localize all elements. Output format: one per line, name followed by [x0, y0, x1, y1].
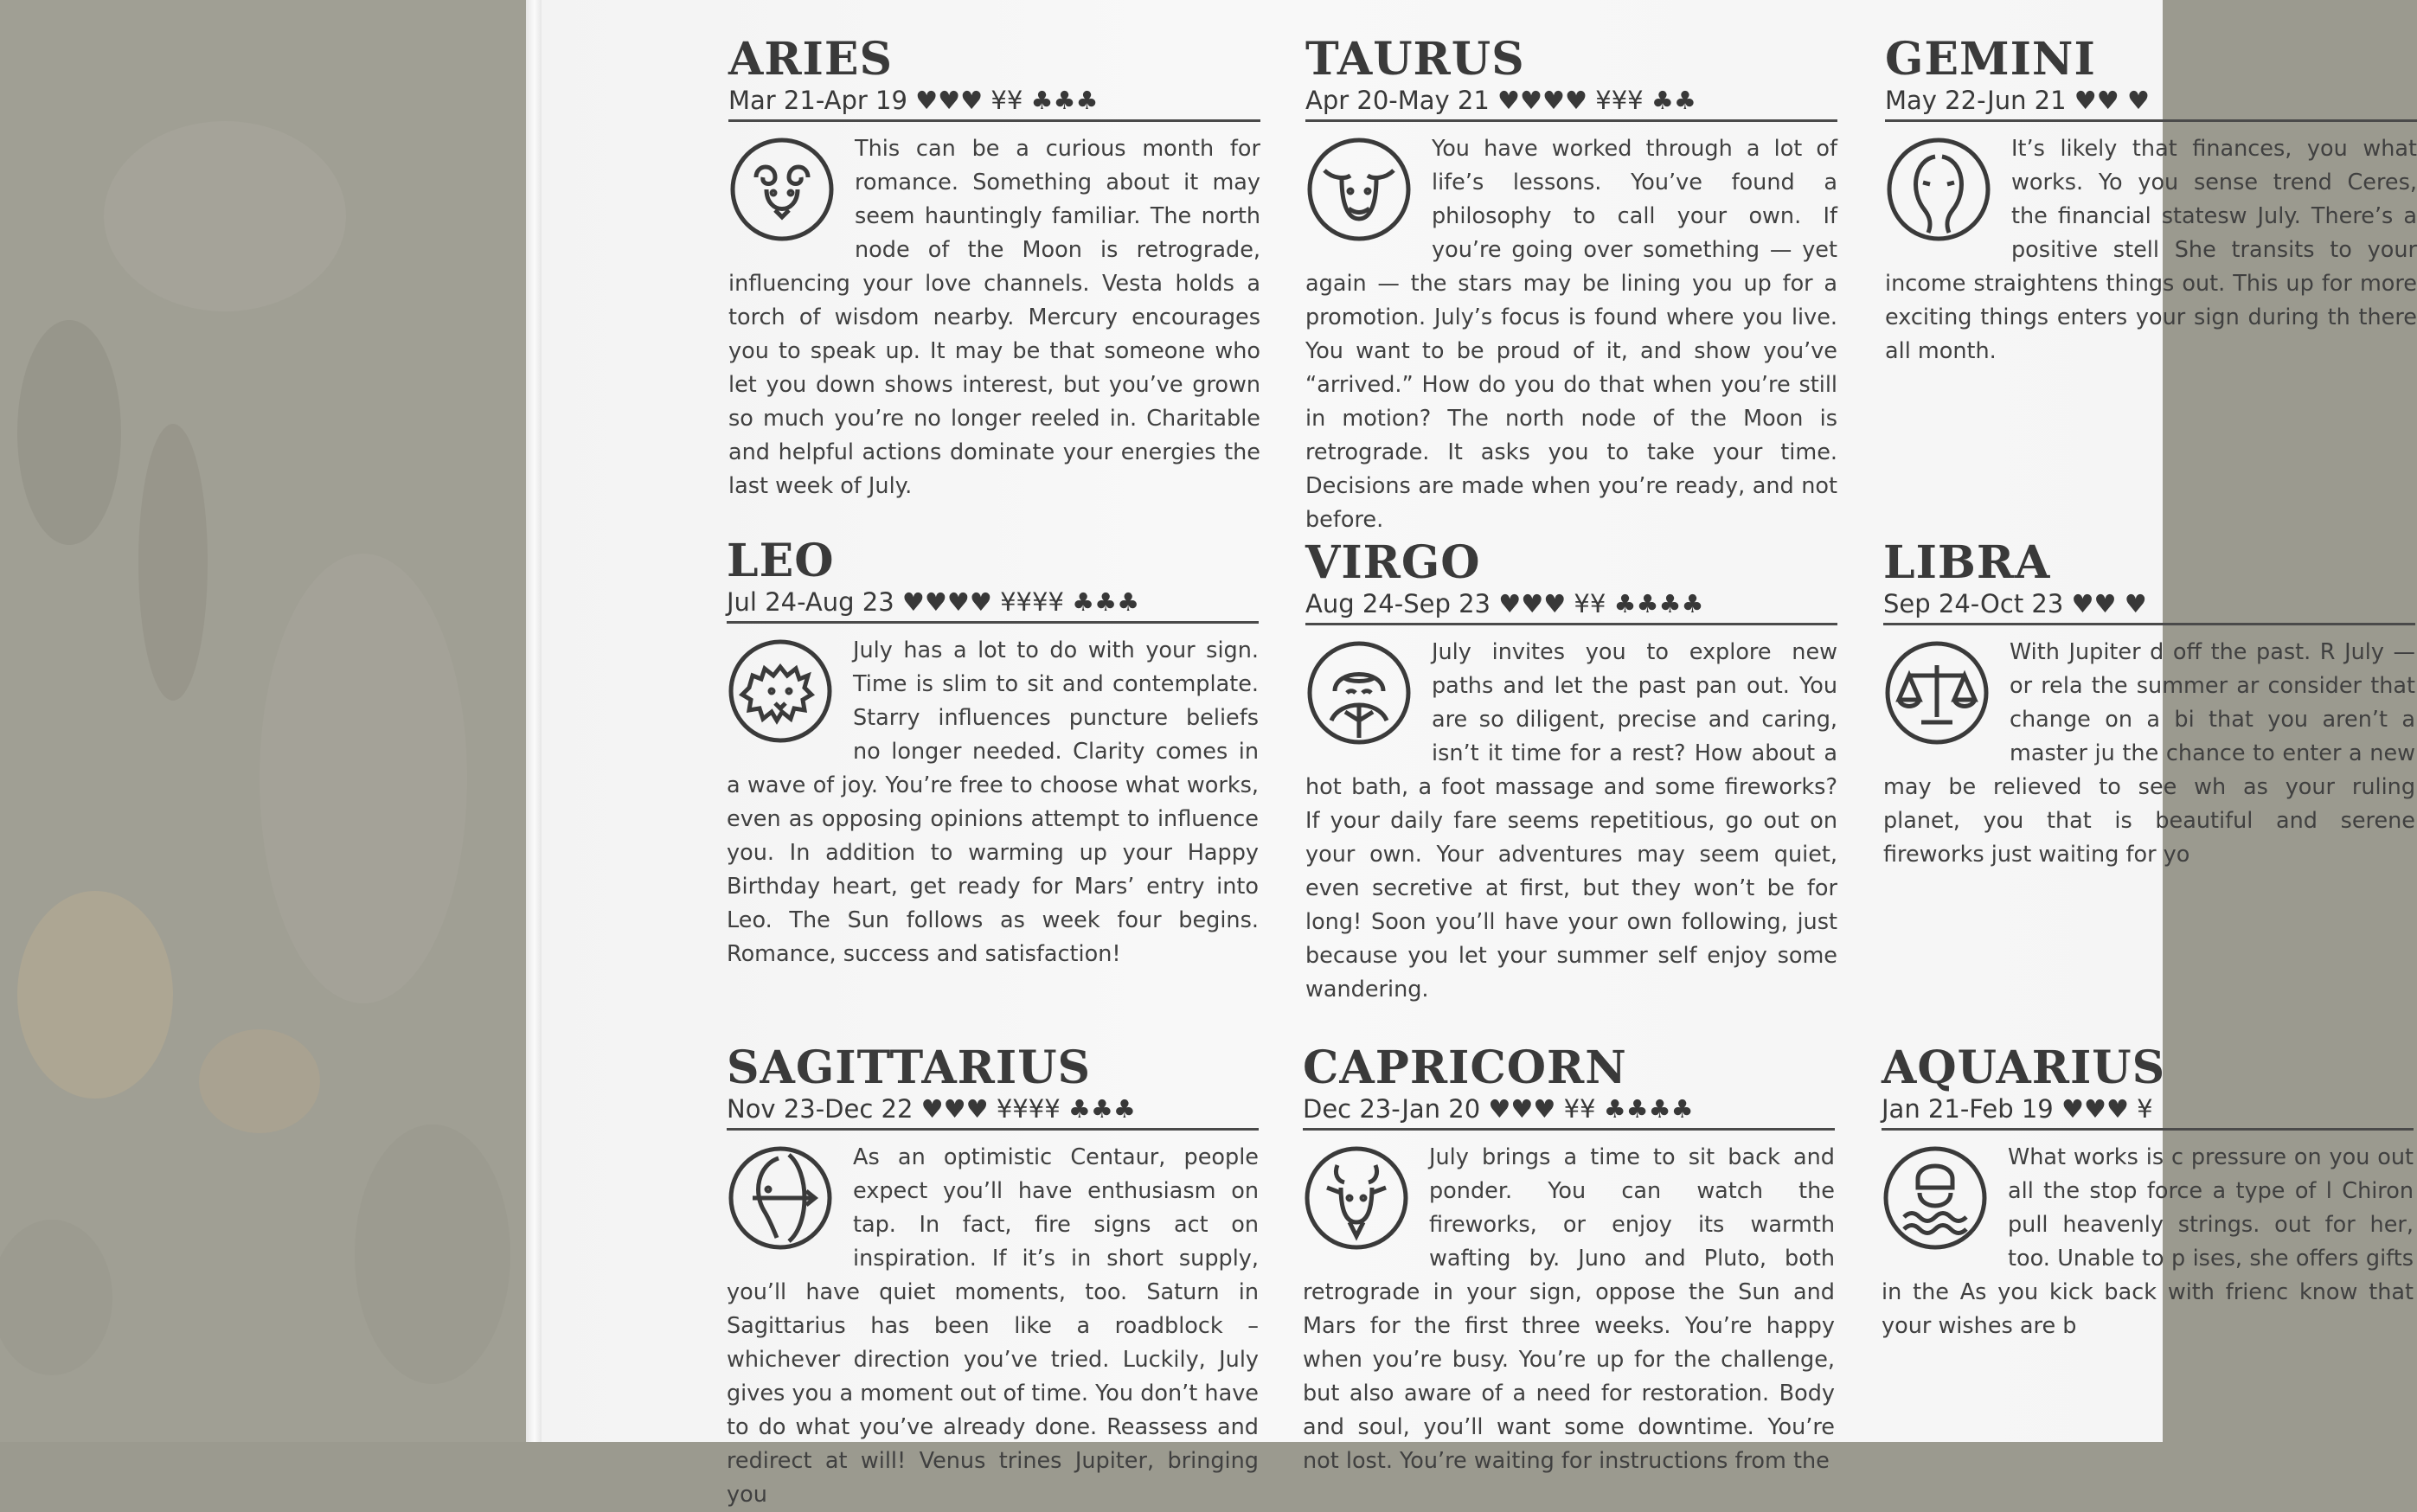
sign-dates: Mar 21-Apr 19 ♥♥♥ ¥¥ ♣♣♣ — [728, 85, 1260, 122]
sign-title: GEMINI — [1885, 33, 2096, 86]
sign-paragraph: As an optimistic Centaur, people expect you’ll have enthusiasm on tap. In fact, fire signs act on inspiration. If it’s in short supply, you’ll have quiet moments, too. Saturn in Sagittarius has been like a roadblock – whichever direction you’ve tried. Luckily, July gives you a moment out of time. You don’t have to do what you’ve already done. Reassess and redirect at will! Venus trines Jupiter, bringing you — [727, 1144, 1259, 1508]
sign-paragraph: July has a lot to do with your sign. Time is slim to sit and contemplate. Starry influences puncture beliefs no longer needed. Clarity comes in a wave of joy. You’re free to choose what works, even as opposing opinions attempt to influence you. In addition to warming up your Happy Birthday heart, get ready for Mars’ entry into Leo. The Sun follows as week four begins. Romance, success and satisfaction! — [727, 637, 1259, 967]
sign-title: LIBRA — [1883, 536, 2051, 589]
sign-paragraph: With Jupiter d off the past. R July — or rela the summer ar consider that change on a bi that you aren’t a master ju the chance to enter a new may be relieved to see wh as your ruling planet, you that is beautiful and serene fireworks just waiting for yo — [1883, 639, 2415, 868]
sign-title: TAURUS — [1305, 33, 1525, 86]
sign-text — [1305, 636, 1837, 1007]
sign-dates: Aug 24-Sep 23 ♥♥♥ ¥¥ ♣♣♣♣ — [1305, 588, 1837, 625]
goat-icon — [1303, 1144, 1410, 1252]
sign-dates: Sep 24-Oct 23 ♥♥ ♥ — [1883, 588, 2415, 625]
maiden-icon — [1305, 639, 1413, 746]
lion-icon — [727, 637, 834, 745]
horoscope-aquarius — [1882, 1043, 2414, 1343]
twins-icon — [1885, 136, 1992, 243]
horoscope-taurus — [1305, 35, 1837, 537]
sign-title: CAPRICORN — [1303, 1041, 1627, 1094]
magazine-page — [542, 0, 2417, 1508]
sign-paragraph: You have worked through a lot of life’s lessons. You’ve found a philosophy to call your own. If you’re going over something — yet again — the stars may be lining you up for a promotion. July’s focus is found where you live. You want to be proud of it, and show you’ve “arrived.” How do you do that when you’re still in motion? The north node of the Moon is retrograde. It asks you to take your time. Decisions are made when you’re ready, and not before. — [1305, 136, 1837, 533]
ram-icon — [728, 136, 836, 243]
sign-text — [1305, 132, 1837, 537]
sign-dates: Jul 24-Aug 23 ♥♥♥♥ ¥¥¥¥ ♣♣♣ — [727, 586, 1259, 624]
sign-text — [727, 634, 1259, 971]
sign-paragraph: July brings a time to sit back and ponder. You can watch the fireworks, or enjoy its warmth wafting by. Juno and Pluto, both retrograde in your sign, oppose the Sun and Mars for the first three weeks. You’re happy when you’re busy. You’re up for the challenge, but also aware of a need for restoration. Body and soul, you’ll want some downtime. You’re not lost. You’re waiting for instructions from the — [1303, 1144, 1835, 1474]
horoscope-gemini — [1885, 35, 2417, 368]
sign-dates: Nov 23-Dec 22 ♥♥♥ ¥¥¥¥ ♣♣♣ — [727, 1093, 1259, 1131]
sign-title: AQUARIUS — [1882, 1041, 2166, 1094]
horoscope-virgo — [1305, 538, 1837, 1007]
archer-icon — [727, 1144, 834, 1252]
sign-dates: Apr 20-May 21 ♥♥♥♥ ¥¥¥ ♣♣ — [1305, 85, 1837, 122]
scales-icon — [1883, 639, 1991, 746]
sign-paragraph: July invites you to explore new paths and let the past pan out. You are so diligent, precise and caring, isn’t it time for a rest? How about a hot bath, a foot massage and some fireworks? If your daily fare seems repetitious, go out on your own. Your adventures may seem quiet, even secretive at first, but they won’t be for long! Soon you’ll have your own following, just because you let your summer self enjoy some wandering. — [1305, 639, 1837, 1003]
horoscope-aries — [728, 35, 1260, 503]
sign-title: LEO — [727, 535, 835, 587]
sign-text — [1882, 1141, 2414, 1343]
horoscope-capricorn — [1303, 1043, 1835, 1478]
bull-icon — [1305, 136, 1413, 243]
sign-dates: Dec 23-Jan 20 ♥♥♥ ¥¥ ♣♣♣♣ — [1303, 1093, 1835, 1131]
sign-title: VIRGO — [1305, 536, 1481, 589]
sign-paragraph: It’s likely that finances, you what works. Yo you sense trend Ceres, the financial statesw July. There’s a positive stell She transits to your income straightens things out. This up for more exciting things enters your sign during th there all month. — [1885, 136, 2417, 364]
sign-title: ARIES — [728, 33, 894, 86]
sign-dates: Jan 21-Feb 19 ♥♥♥ ¥ — [1882, 1093, 2414, 1131]
sign-text — [727, 1141, 1259, 1512]
sign-text — [728, 132, 1260, 503]
sign-paragraph: This can be a curious month for romance. Something about it may seem hauntingly familiar. The north node of the Moon is retrograde, influencing your love channels. Vesta holds a torch of wisdom nearby. Mercury encourages you to speak up. It may be that someone who let you down shows interest, but you’ve grown so much you’re no longer reeled in. Charitable and helpful actions dominate your energies the last week of July. — [728, 136, 1260, 499]
horoscope-sagittarius — [727, 1043, 1259, 1512]
sign-dates: May 22-Jun 21 ♥♥ ♥ — [1885, 85, 2417, 122]
concrete-surface — [0, 0, 536, 1442]
water-bearer-icon — [1882, 1144, 1989, 1252]
sign-paragraph: What works is c pressure on you out all the stop force a type of l Chiron pull heavenly strings. out for her, too. Unable to p ises, she offers gifts in the As you kick back with frienc know that your wishes are b — [1882, 1144, 2414, 1339]
horoscope-libra — [1883, 538, 2415, 872]
sign-title: SAGITTARIUS — [727, 1041, 1092, 1094]
sign-text — [1883, 636, 2415, 872]
horoscope-leo — [727, 536, 1259, 971]
sign-text — [1303, 1141, 1835, 1478]
sign-text — [1885, 132, 2417, 368]
